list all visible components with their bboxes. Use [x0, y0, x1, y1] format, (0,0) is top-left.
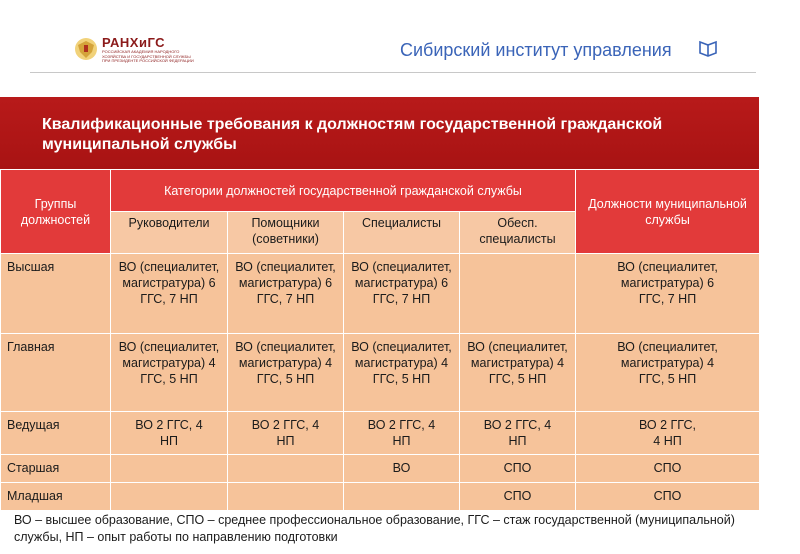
logo-subtitle: РОССИЙСКАЯ АКАДЕМИЯ НАРОДНОГО ХОЗЯЙСТВА И ГОСУДАРСТВЕННОЙ СЛУЖБЫ ПРИ ПРЕЗИДЕНТЕ РОССИЙСКОЙ ФЕДЕРАЦИИ	[102, 49, 194, 64]
table-cell: СПО	[576, 455, 760, 483]
groups-header: Группы должностей	[1, 170, 111, 254]
eagle-emblem-icon	[74, 36, 98, 64]
table-cell: ВО (специалитет, магистратура) 4 ГГС, 5 НП	[576, 334, 760, 412]
group-cell: Высшая	[1, 254, 111, 334]
table-cell: СПО	[460, 483, 576, 511]
table-cell: ВО (специалитет, магистратура) 4 ГГС, 5 НП	[344, 334, 460, 412]
table-cell: СПО	[576, 483, 760, 511]
subheader-leaders: Руководители	[111, 212, 228, 254]
table-cell	[344, 483, 460, 511]
table-cell	[228, 455, 344, 483]
table-row	[1, 455, 760, 483]
group-cell: Младшая	[1, 483, 111, 511]
group-cell: Старшая	[1, 455, 111, 483]
table-cell	[460, 254, 576, 334]
table-cell	[111, 483, 228, 511]
institute-title: Сибирский институт управления	[400, 40, 672, 60]
table-cell: ВО 2 ГГС, 4 НП	[111, 412, 228, 455]
categories-header: Категории должностей государственной гражданской службы	[111, 170, 576, 212]
table-row	[1, 334, 760, 412]
logo-name: РАНХиГС	[102, 35, 166, 51]
table-cell	[111, 455, 228, 483]
subheader-support-specialists: Обесп. специалисты	[460, 212, 576, 254]
table-cell: ВО (специалитет, магистратура) 6 ГГС, 7 НП	[576, 254, 760, 334]
table-cell: ВО 2 ГГС, 4 НП	[576, 412, 760, 455]
header-divider	[30, 72, 756, 73]
municipal-header: Должности муниципальной службы	[576, 170, 760, 254]
subheader-specialists: Специалисты	[344, 212, 460, 254]
table-cell: ВО 2 ГГС, 4 НП	[228, 412, 344, 455]
subheader-assistants: Помощники (советники)	[228, 212, 344, 254]
banner-title: Квалификационные требования к должностям государственной гражданской муниципальной службы	[42, 116, 663, 153]
table-cell: ВО 2 ГГС, 4 НП	[460, 412, 576, 455]
requirements-table	[0, 169, 760, 511]
table-cell: ВО (специалитет, магистратура) 4 ГГС, 5 НП	[460, 334, 576, 412]
table-cell: ВО 2 ГГС, 4 НП	[344, 412, 460, 455]
table-cell: ВО (специалитет, магистратура) 6 ГГС, 7 НП	[228, 254, 344, 334]
group-cell: Ведущая	[1, 412, 111, 455]
table-cell: СПО	[460, 455, 576, 483]
table-row	[1, 412, 760, 455]
book-icon	[698, 38, 718, 58]
table-cell: ВО (специалитет, магистратура) 6 ГГС, 7 НП	[344, 254, 460, 334]
logo	[74, 36, 197, 64]
table-cell: ВО (специалитет, магистратура) 6 ГГС, 7 НП	[111, 254, 228, 334]
table-cell: ВО	[344, 455, 460, 483]
table-cell: ВО (специалитет, магистратура) 4 ГГС, 5 НП	[111, 334, 228, 412]
table-cell	[228, 483, 344, 511]
table-cell: ВО (специалитет, магистратура) 4 ГГС, 5 НП	[228, 334, 344, 412]
group-cell: Главная	[1, 334, 111, 412]
footnote: ВО – высшее образование, СПО – среднее профессиональное образование, ГГС – стаж государственной (муниципальной) службы, НП – опыт работы по направлению подготовки	[14, 513, 735, 544]
table-row	[1, 483, 760, 511]
title-banner	[0, 97, 759, 169]
table-row	[1, 254, 760, 334]
